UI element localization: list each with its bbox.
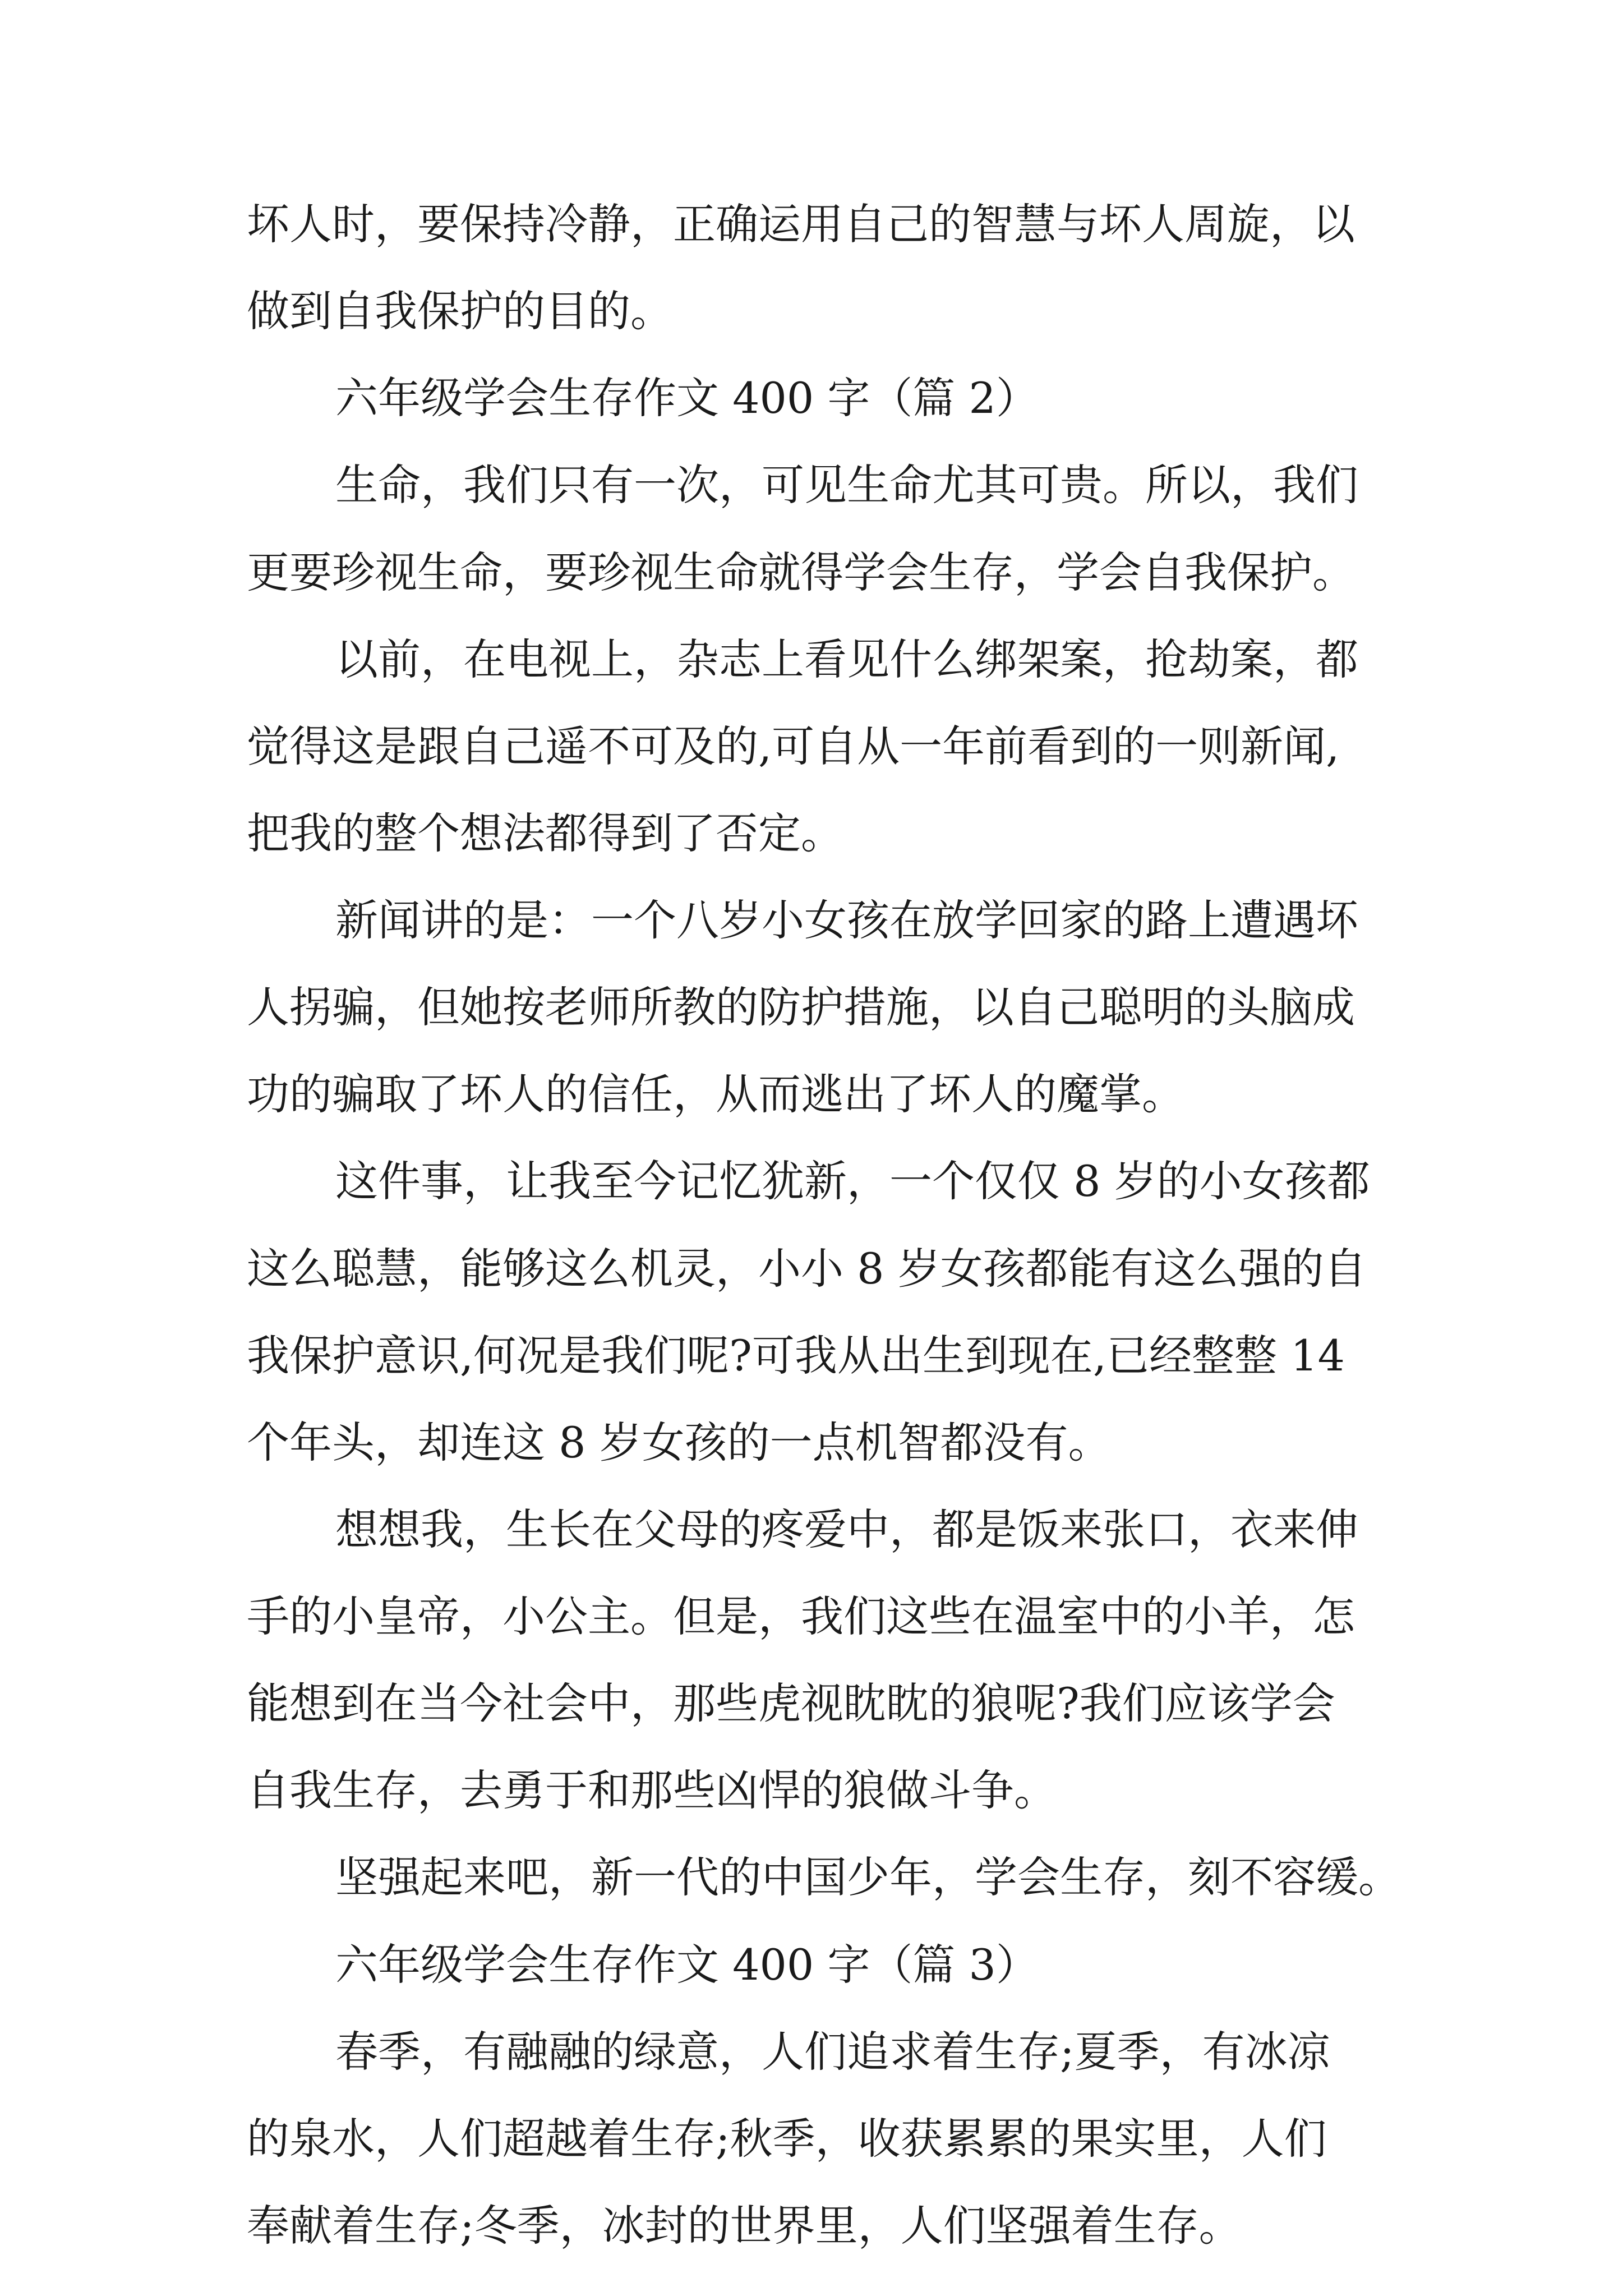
text-line: 做到自我保护的目的。 <box>247 286 673 336</box>
text-line: 坏人时，要保持冷静，正确运用自己的智慧与坏人周旋，以 <box>247 199 1355 249</box>
text-line: 更要珍视生命，要珍视生命就得学会生存，学会自我保护。 <box>247 547 1355 597</box>
text-line: 的泉水，人们超越着生存;秋季，收获累累的果实里，人们 <box>247 2114 1327 2164</box>
text-line: 功的骗取了坏人的信任，从而逃出了坏人的魔掌。 <box>247 1069 1184 1119</box>
text-line: 这么聪慧，能够这么机灵，小小 8 岁女孩都能有这么强的自 <box>247 1244 1367 1294</box>
text-line: 能想到在当今社会中，那些虎视眈眈的狼呢?我们应该学会 <box>247 1678 1335 1728</box>
paragraph-line: 生命，我们只有一次，可见生命尤其可贵。所以，我们 <box>335 460 1358 510</box>
paragraph-line: 新闻讲的是：一个八岁小女孩在放学回家的路上遭遇坏 <box>335 895 1358 945</box>
text-line: 个年头，却连这 8 岁女孩的一点机智都没有。 <box>247 1418 1111 1467</box>
paragraph-line: 春季，有融融的绿意，人们追求着生存;夏季，有冰凉 <box>335 2027 1330 2077</box>
section-heading: 六年级学会生存作文 400 字（篇 3） <box>335 1940 1039 1990</box>
text-line: 奉献着生存;冬季，冰封的世界里，人们坚强着生存。 <box>247 2201 1242 2251</box>
paragraph-line: 这件事，让我至今记忆犹新，一个仅仅 8 岁的小女孩都 <box>335 1156 1370 1206</box>
text-line: 人拐骗，但她按老师所教的防护措施，以自己聪明的头脑成 <box>247 982 1355 1032</box>
text-line: 把我的整个想法都得到了否定。 <box>247 808 843 858</box>
paragraph-line: 坚强起来吧，新一代的中国少年，学会生存，刻不容缓。 <box>335 1852 1401 1902</box>
text-line: 自我生存，去勇于和那些凶悍的狼做斗争。 <box>247 1765 1057 1815</box>
paragraph-line: 想想我，生长在父母的疼爱中，都是饭来张口，衣来伸 <box>335 1504 1358 1554</box>
paragraph-line: 以前，在电视上，杂志上看见什么绑架案，抢劫案，都 <box>335 634 1358 684</box>
text-line: 手的小皇帝，小公主。但是，我们这些在温室中的小羊，怎 <box>247 1591 1355 1641</box>
section-heading: 六年级学会生存作文 400 字（篇 2） <box>335 373 1039 423</box>
text-line: 觉得这是跟自己遥不可及的,可自从一年前看到的一则新闻, <box>247 721 1340 771</box>
text-line: 我保护意识,何况是我们呢?可我从出生到现在,已经整整 14 <box>247 1331 1345 1381</box>
